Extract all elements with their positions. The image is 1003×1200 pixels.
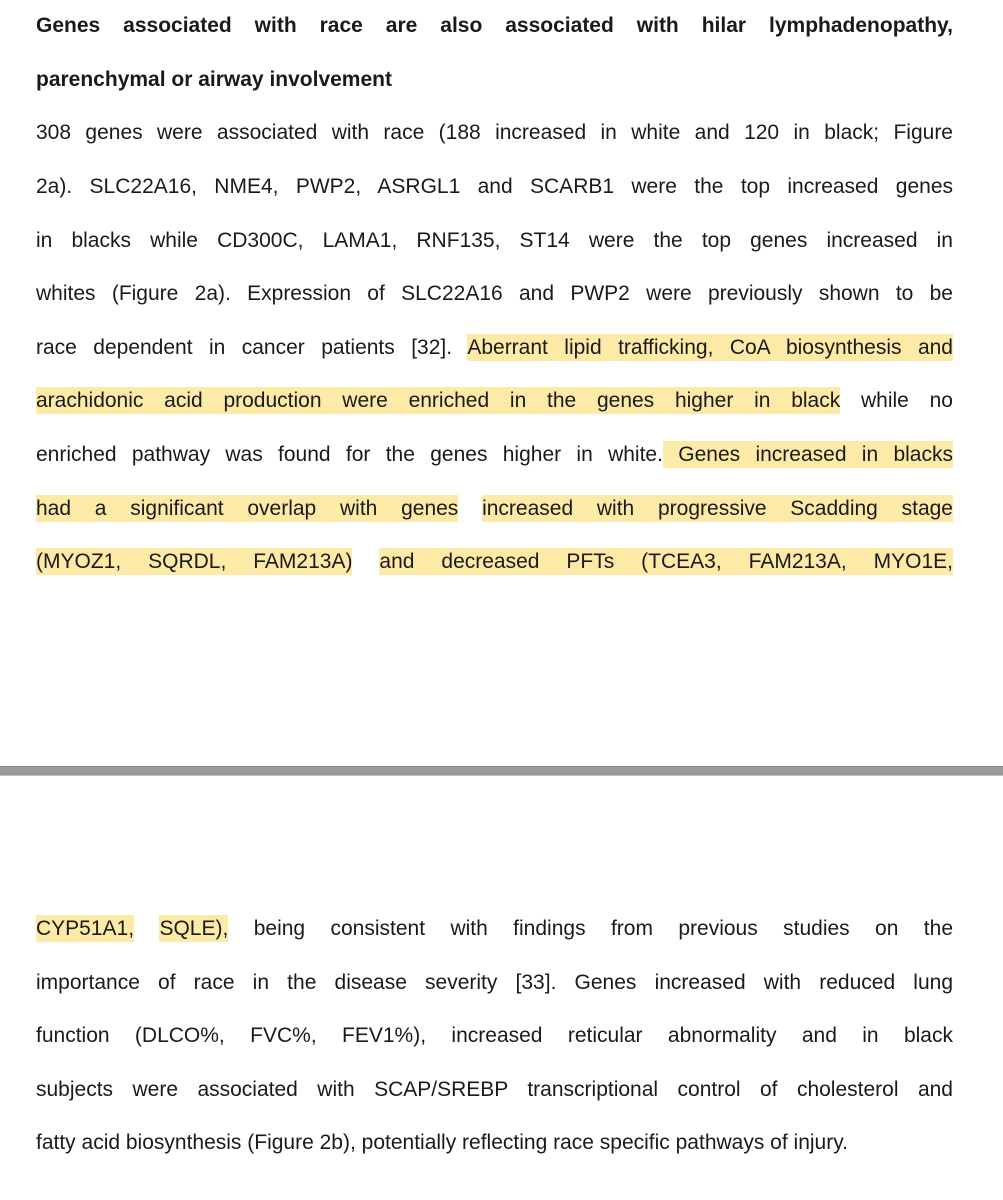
paragraph-line-last xyxy=(36,1128,953,1158)
paragraph-line xyxy=(36,118,953,148)
paragraph-line xyxy=(36,279,953,309)
text-segment: 308 genes were associated with race (188 increased in white and 120 in black; Figure xyxy=(36,121,953,144)
text-segment xyxy=(352,550,379,573)
highlighted-text: and decreased PFTs (TCEA3, FAM213A, MYO1E, xyxy=(379,550,953,573)
paragraph-line xyxy=(36,547,953,577)
highlighted-text: Genes increased in blacks xyxy=(662,443,953,466)
page-break-separator xyxy=(0,766,1003,776)
highlighted-text: Aberrant lipid trafficking, CoA biosynthesis and xyxy=(467,336,953,359)
paragraph-line xyxy=(36,1021,953,1051)
highlighted-text: increased with progressive Scadding stage xyxy=(482,497,953,520)
text-segment: while no xyxy=(840,389,953,412)
paragraph-line xyxy=(36,914,953,944)
paragraph-line xyxy=(36,440,953,470)
text-segment: in blacks while CD300C, LAMA1, RNF135, ST14 were the top genes increased in xyxy=(36,229,953,252)
section-heading-line-2: parenchymal or airway involvement xyxy=(36,68,392,91)
text-segment: race dependent in cancer patients [32]. xyxy=(36,336,468,359)
text-segment: importance of race in the disease severity [33]. Genes increased with reduced lung xyxy=(36,971,953,994)
paragraph-line xyxy=(36,1075,953,1105)
text-segment: fatty acid biosynthesis (Figure 2b), potentially reflecting race specific pathways of injury. xyxy=(36,1131,848,1154)
highlighted-text: CYP51A1, xyxy=(36,917,135,940)
text-segment: function (DLCO%, FVC%, FEV1%), increased reticular abnormality and in black xyxy=(36,1024,953,1047)
text-segment: subjects were associated with SCAP/SREBP transcriptional control of cholesterol and xyxy=(36,1078,953,1101)
section-heading-line-1: Genes associated with race are also associated with hilar lymphadenopathy, xyxy=(36,14,953,37)
paragraph-line xyxy=(36,226,953,256)
text-segment: enriched pathway was found for the genes higher in white. xyxy=(36,443,663,466)
highlighted-text: arachidonic acid production were enriched in the genes higher in black xyxy=(36,389,841,412)
paragraph-line xyxy=(36,494,953,524)
text-segment: 2a). SLC22A16, NME4, PWP2, ASRGL1 and SCARB1 were the top increased genes xyxy=(36,175,953,198)
highlighted-text: SQLE), xyxy=(159,917,229,940)
paragraph-line xyxy=(36,172,953,202)
text-segment: being consistent with findings from previous studies on the xyxy=(228,917,953,940)
paragraph-line xyxy=(36,333,953,363)
paragraph-line xyxy=(36,968,953,998)
highlighted-text: had a significant overlap with genes xyxy=(36,497,459,520)
paragraph-line xyxy=(36,386,953,416)
text-segment xyxy=(134,917,159,940)
page-bottom xyxy=(0,776,1003,1200)
text-segment: whites (Figure 2a). Expression of SLC22A16 and PWP2 were previously shown to be xyxy=(36,282,953,305)
text-segment xyxy=(458,497,482,520)
highlighted-text: (MYOZ1, SQRDL, FAM213A) xyxy=(36,550,353,573)
